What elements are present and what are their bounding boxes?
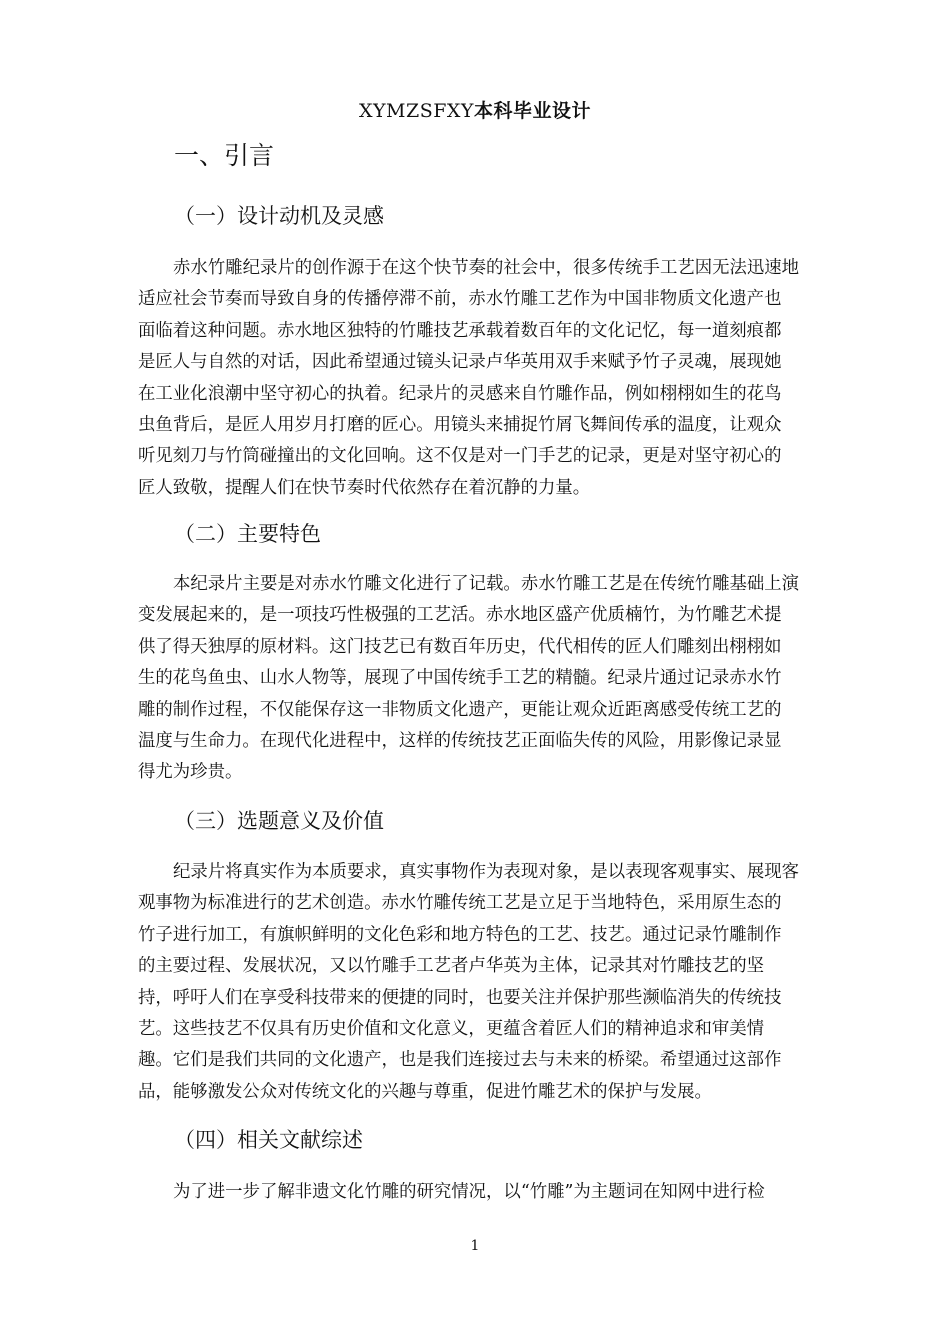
running-header — [0, 96, 950, 123]
paragraph-line: 为了进一步了解非遗文化竹雕的研究情况，以“竹雕”为主题词在知网中进行检 — [173, 1182, 765, 1202]
section-heading-2: （二）主要特色 — [174, 522, 321, 546]
paragraph-line: 得尤为珍贵。 — [138, 762, 243, 783]
paragraph-line: 是匠人与自然的对话，因此希望通过镜头记录卢华英用双手来赋予竹子灵魂，展现她 — [138, 352, 782, 373]
paragraph-line: 听见刻刀与竹筒碰撞出的文化回响。这不仅是对一门手艺的记录，更是对坚守初心的 — [138, 446, 782, 467]
paragraph-line: 虫鱼背后，是匠人用岁月打磨的匠心。用镜头来捕捉竹屑飞舞间传承的温度，让观众 — [138, 415, 782, 436]
header-code: XYMZSFXY — [358, 100, 474, 122]
section-paragraph-4 — [138, 1177, 862, 1208]
section-paragraph-1 — [138, 253, 862, 504]
paragraph-line: 变发展起来的，是一项技巧性极强的工艺活。赤水地区盛产优质楠竹，为竹雕艺术提 — [138, 605, 782, 626]
paragraph-line: 竹子进行加工，有旗帜鲜明的文化色彩和地方特色的工艺、技艺。通过记录竹雕制作 — [138, 924, 782, 945]
chapter-heading: 一、引言 — [174, 141, 275, 170]
paragraph-line: 观事物为标准进行的艺术创造。赤水竹雕传统工艺是立足于当地特色，采用原生态的 — [138, 893, 782, 914]
paragraph-line: 在工业化浪潮中坚守初心的执着。纪录片的灵感来自竹雕作品，例如栩栩如生的花鸟 — [138, 383, 782, 404]
section-heading-1: （一）设计动机及灵感 — [174, 204, 384, 228]
section-paragraph-3 — [138, 857, 862, 1108]
paragraph-line: 趣。它们是我们共同的文化遗产，也是我们连接过去与未来的桥梁。希望通过这部作 — [138, 1050, 782, 1071]
page-number: 1 — [470, 1238, 480, 1254]
paragraph-line: 供了得天独厚的原材料。这门技艺已有数百年历史，代代相传的匠人们雕刻出栩栩如 — [138, 636, 782, 657]
header-title: 本科毕业设计 — [473, 100, 591, 122]
paragraph-line: 的主要过程、发展状况，又以竹雕手工艺者卢华英为主体，记录其对竹雕技艺的坚 — [138, 956, 765, 977]
paragraph-line: 雕的制作过程，不仅能保存这一非物质文化遗产，更能让观众近距离感受传统工艺的 — [138, 699, 782, 720]
paragraph-line: 持，呼吁人们在享受科技带来的便捷的同时，也要关注并保护那些濒临消失的传统技 — [138, 987, 782, 1008]
paragraph-line: 艺。这些技艺不仅具有历史价值和文化意义，更蕴含着匠人们的精神追求和审美情 — [138, 1019, 765, 1040]
paragraph-line: 面临着这种问题。赤水地区独特的竹雕技艺承载着数百年的文化记忆，每一道刻痕都 — [138, 320, 782, 341]
paragraph-line: 匠人致敬，提醒人们在快节奏时代依然存在着沉静的力量。 — [138, 477, 591, 498]
paragraph-line: 本纪录片主要是对赤水竹雕文化进行了记载。赤水竹雕工艺是在传统竹雕基础上演 — [173, 574, 800, 594]
paragraph-line: 赤水竹雕纪录片的创作源于在这个快节奏的社会中，很多传统手工艺因无法迅速地 — [173, 258, 800, 278]
paragraph-line: 生的花鸟鱼虫、山水人物等，展现了中国传统手工艺的精髓。纪录片通过记录赤水竹 — [138, 668, 782, 689]
section-heading-4: （四）相关文献综述 — [174, 1128, 363, 1152]
paragraph-line: 适应社会节奏而导致自身的传播停滞不前，赤水竹雕工艺作为中国非物质文化遗产也 — [138, 289, 782, 310]
paragraph-line: 温度与生命力。在现代化进程中，这样的传统技艺正面临失传的风险，用影像记录显 — [138, 731, 782, 752]
section-paragraph-2 — [138, 569, 862, 789]
paragraph-line: 纪录片将真实作为本质要求，真实事物作为表现对象，是以表现客观事实、展现客 — [173, 862, 800, 882]
section-heading-3: （三）选题意义及价值 — [174, 809, 384, 833]
paragraph-line: 品，能够激发公众对传统文化的兴趣与尊重，促进竹雕艺术的保护与发展。 — [138, 1081, 712, 1102]
